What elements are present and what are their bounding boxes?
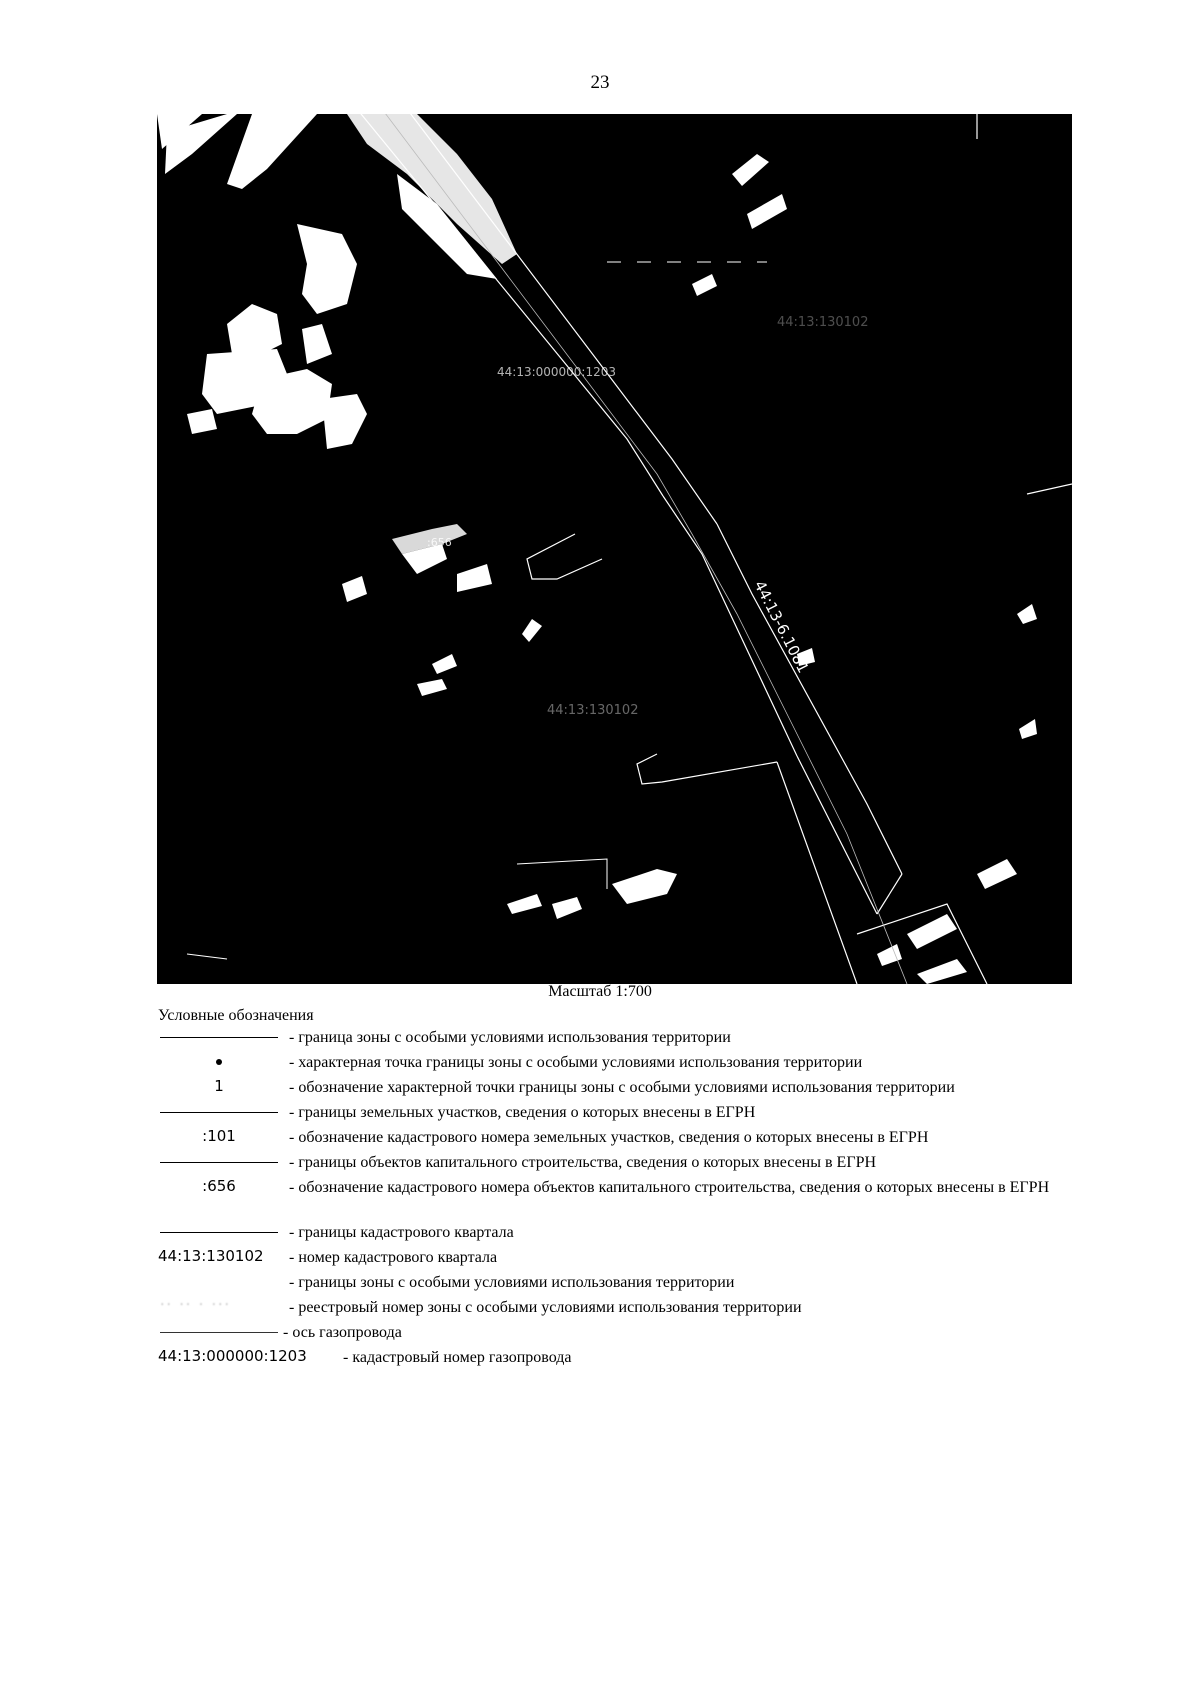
- legend-item: [0, 1125, 1200, 1149]
- legend-text: - границы объектов капитального строительства, сведения о которых внесены в ЕГРН: [289, 1154, 877, 1171]
- legend-item: [0, 1345, 1200, 1369]
- cadastral-quarter-number-symbol: 44:13:130102: [158, 1247, 264, 1265]
- quarter-map-label: 44:13:130102: [547, 703, 639, 718]
- map-scale: Масштаб 1:700: [548, 983, 652, 1000]
- legend-text: - границы кадастрового квартала: [289, 1224, 514, 1241]
- legend-text: - граница зоны с особыми условиями использования территории: [289, 1029, 731, 1046]
- legend-item: [0, 1175, 1200, 1221]
- building-number-symbol: :656: [202, 1177, 236, 1195]
- map-image: [157, 114, 1072, 984]
- legend-item: [0, 1100, 1200, 1124]
- legend-item: [0, 1220, 1200, 1244]
- legend-item: [0, 1270, 1200, 1294]
- legend-title: Условные обозначения: [158, 1007, 314, 1024]
- legend-text: - ось газопровода: [283, 1324, 402, 1341]
- legend-item: [0, 1150, 1200, 1174]
- legend-item: [0, 1075, 1200, 1099]
- characteristic-point-dot-icon: [158, 1050, 280, 1074]
- quarter-map-label-2: 44:13:130102: [777, 315, 869, 330]
- legend-item: [0, 1320, 1200, 1344]
- legend-text: - обозначение кадастрового номера объектов капитального строительства, сведения о которых внесены в ЕГРН: [289, 1179, 1050, 1196]
- gas-pipeline-number-symbol: 44:13:000000:1203: [158, 1347, 307, 1365]
- gas-pipeline-axis-line-symbol: [158, 1320, 280, 1344]
- legend-text: - реестровый номер зоны с особыми условиями использования территории: [289, 1299, 802, 1316]
- cadastral-quarter-boundary-line-symbol: [158, 1220, 280, 1244]
- land-plot-number-symbol: :101: [202, 1127, 236, 1145]
- zone-boundary-line-symbol: [158, 1025, 280, 1049]
- page-number: 23: [590, 72, 610, 93]
- building-boundary-line-symbol: [158, 1150, 280, 1174]
- building-label-656: :656: [427, 536, 452, 549]
- legend-text: - обозначение кадастрового номера земельных участков, сведения о которых внесены в ЕГРН: [289, 1129, 929, 1146]
- zone-registry-label: 44:13-6.1081: [750, 577, 813, 676]
- legend-text: - границы зоны с особыми условиями использования территории: [289, 1274, 735, 1291]
- legend-item: [0, 1050, 1200, 1074]
- legend-text: - обозначение характерной точки границы зоны с особыми условиями использования территории: [289, 1079, 955, 1096]
- plot-label-101: :101: [239, 365, 266, 379]
- zone-registry-number-symbol: ·· ·· · ···: [160, 1297, 231, 1313]
- gas-cadastral-map-label: 44:13:000000:1203: [497, 365, 617, 379]
- legend-text: - кадастровый номер газопровода: [343, 1349, 572, 1366]
- legend-text: - границы земельных участков, сведения о которых внесены в ЕГРН: [289, 1104, 756, 1121]
- legend-text: - номер кадастрового квартала: [289, 1249, 498, 1266]
- legend-item: [0, 1245, 1200, 1269]
- zone-boundary-symbol: [158, 1270, 280, 1294]
- satellite-map: [157, 114, 1072, 984]
- point-number-symbol: 1: [214, 1077, 224, 1095]
- legend-item: [0, 1295, 1200, 1319]
- legend-text: - характерная точка границы зоны с особыми условиями использования территории: [289, 1054, 863, 1071]
- land-plot-boundary-line-symbol: [158, 1100, 280, 1124]
- legend-item: [0, 1025, 1200, 1049]
